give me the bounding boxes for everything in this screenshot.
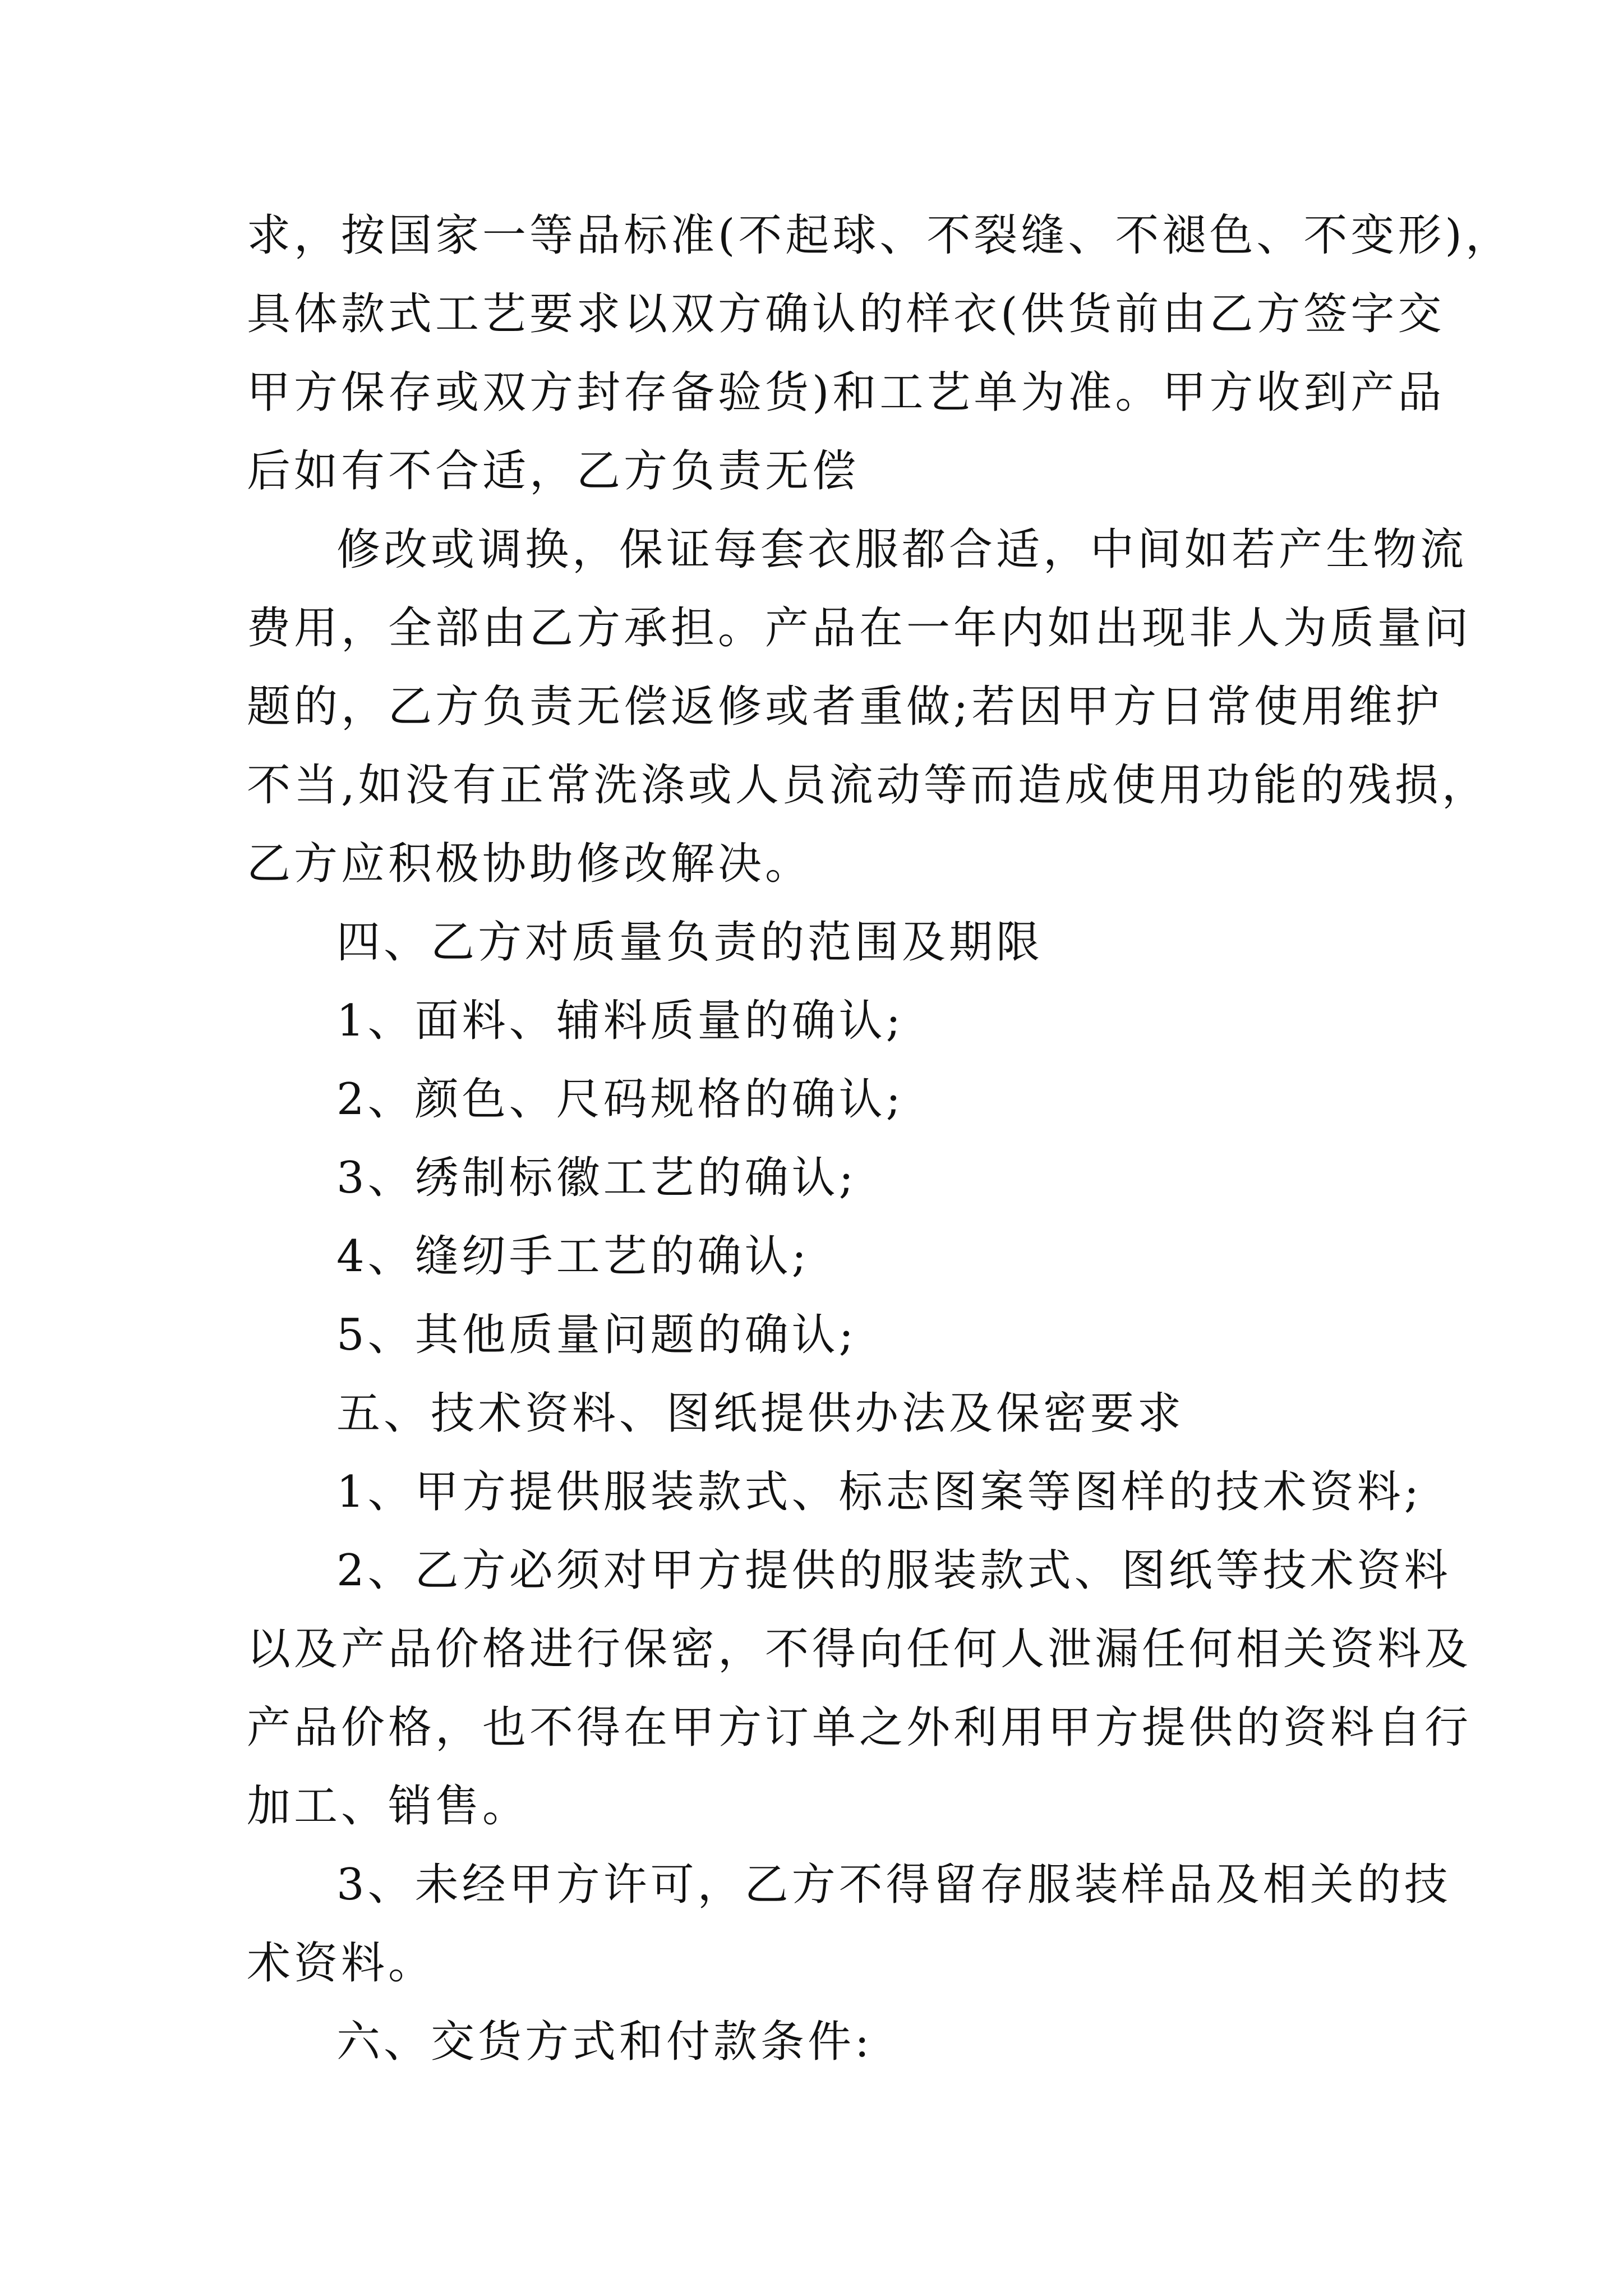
paragraph-line: 产品价格，也不得在甲方订单之外利用甲方提供的资料自行 — [247, 1703, 1472, 1753]
paragraph-line: 题的，乙方负责无偿返修或者重做;若因甲方日常使用维护 — [247, 682, 1443, 732]
list-item: 2、乙方必须对甲方提供的服装款式、图纸等技术资料 — [336, 1545, 1451, 1596]
paragraph-line: 修改或调换，保证每套衣服都合适，中间如若产生物流 — [336, 524, 1468, 575]
list-item: 1、面料、辅料质量的确认; — [336, 996, 904, 1046]
list-item: 3、未经甲方许可，乙方不得留存服装样品及相关的技 — [336, 1860, 1451, 1910]
paragraph-line: 加工、销售。 — [247, 1781, 530, 1832]
list-item: 4、缝纫手工艺的确认; — [336, 1231, 810, 1282]
section-heading: 四、乙方对质量负责的范围及期限 — [336, 917, 1044, 968]
paragraph-line: 具体款式工艺要求以双方确认的样衣(供货前由乙方签字交 — [247, 289, 1445, 339]
paragraph-line: 费用，全部由乙方承担。产品在一年内如出现非人为质量问 — [247, 603, 1472, 654]
list-item: 5、其他质量问题的确认; — [336, 1310, 857, 1360]
paragraph-line: 不当,如没有正常洗涤或人员流动等而造成使用功能的残损， — [247, 760, 1489, 811]
list-item: 2、颜色、尺码规格的确认; — [336, 1074, 904, 1125]
paragraph-line: 甲方保存或双方封存备验货)和工艺单为准。甲方收到产品 — [247, 367, 1445, 418]
list-item: 3、绣制标徽工艺的确认; — [336, 1153, 857, 1203]
paragraph-line: 术资料。 — [247, 1938, 436, 1989]
paragraph-line: 以及产品价格进行保密，不得向任何人泄漏任何相关资料及 — [247, 1624, 1472, 1674]
section-heading: 五、技术资料、图纸提供办法及保密要求 — [336, 1388, 1185, 1439]
paragraph-line: 乙方应积极协助修改解决。 — [247, 839, 813, 889]
paragraph-line: 求，按国家一等品标准(不起球、不裂缝、不褪色、不变形)， — [247, 210, 1513, 261]
section-heading: 六、交货方式和付款条件: — [336, 2017, 873, 2067]
list-item: 1、甲方提供服装款式、标志图案等图样的技术资料; — [336, 1467, 1422, 1517]
paragraph-line: 后如有不合适，乙方负责无偿 — [247, 446, 860, 496]
